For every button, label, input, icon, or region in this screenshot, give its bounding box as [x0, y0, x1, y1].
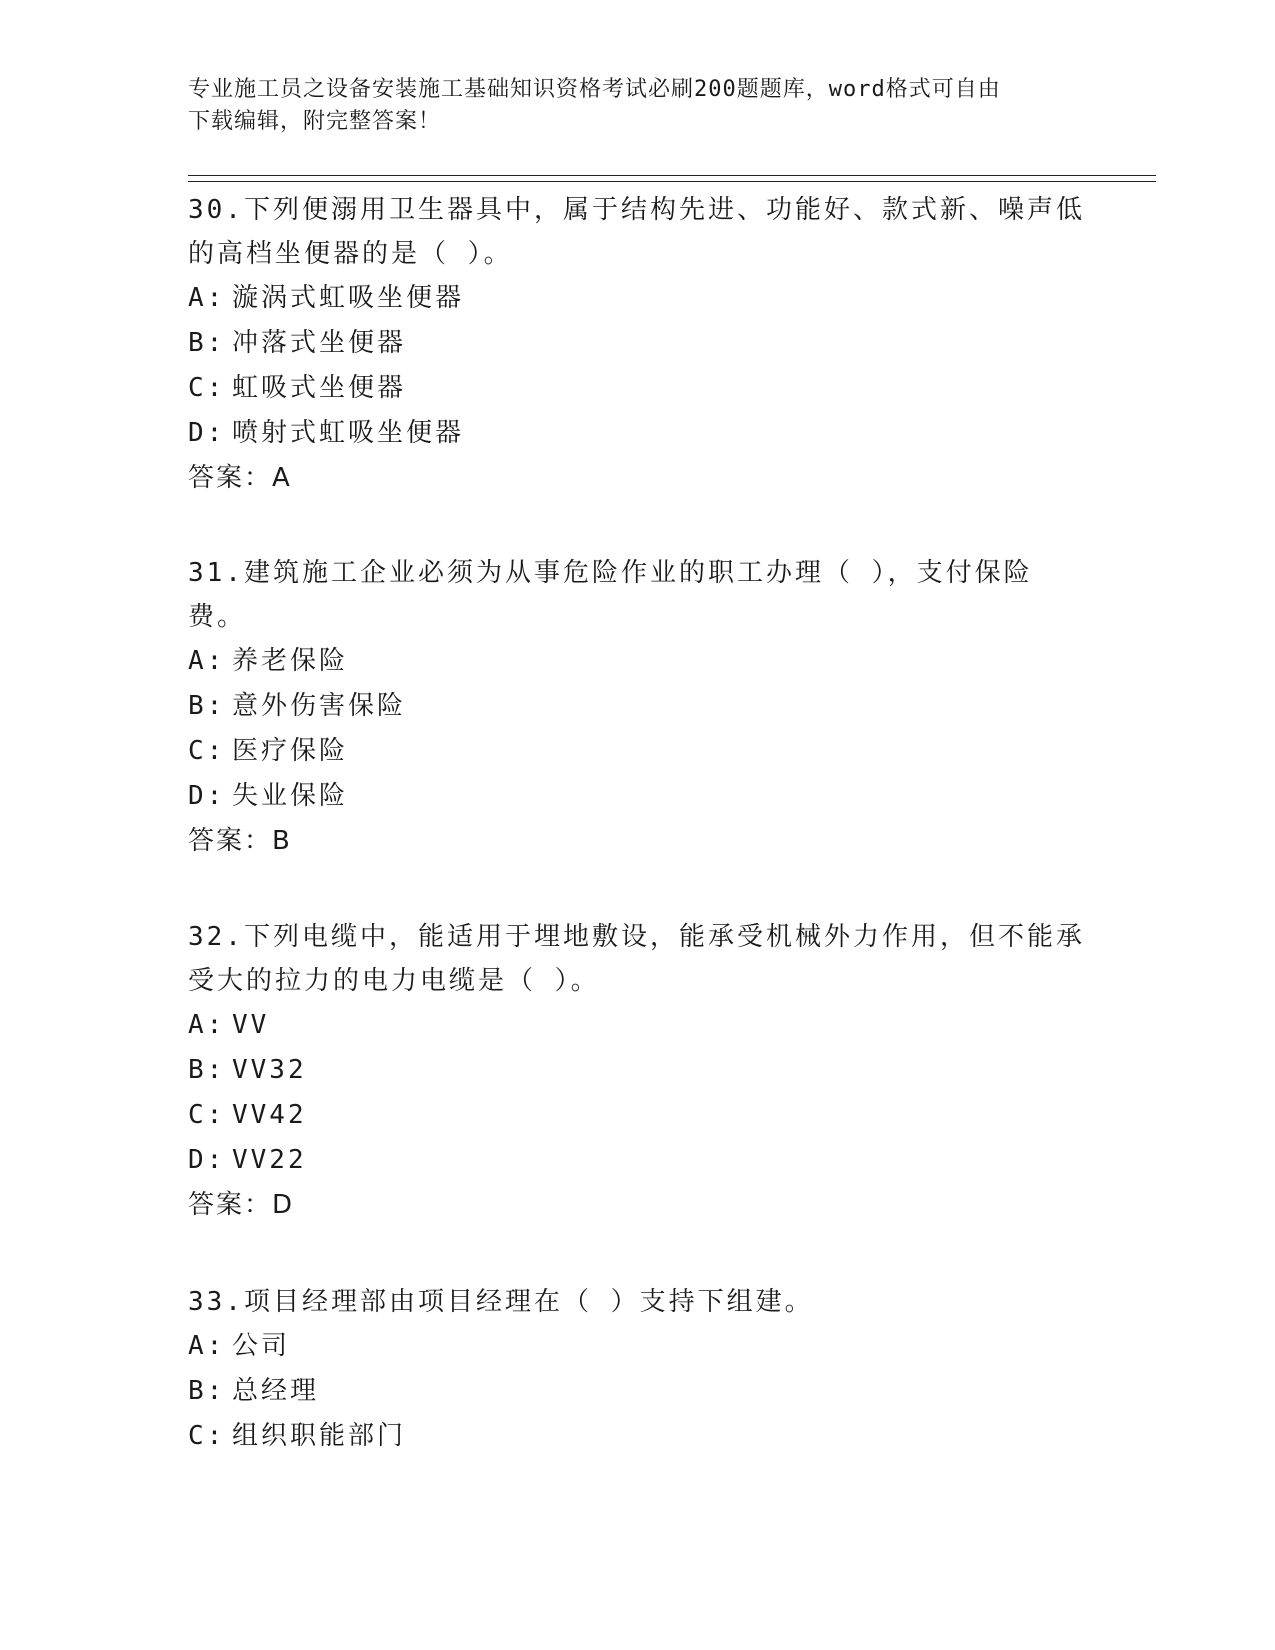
header-line-2: 下载编辑，附完整答案！	[188, 109, 442, 134]
option-letter: A:	[188, 646, 226, 676]
question-stem: 30.下列便溺用卫生器具中，属于结构先进、功能好、款式新、噪声低的高档坐便器的是（ ）。	[188, 195, 1085, 269]
option-text: 失业保险	[232, 781, 349, 811]
option-text: 漩涡式虹吸坐便器	[232, 283, 465, 313]
header-line-1: 专业施工员之设备安装施工基础知识资格考试必刷200题题库，word格式可自由	[188, 77, 1001, 102]
option-text: 喷射式虹吸坐便器	[232, 418, 465, 448]
question-30	[188, 188, 1088, 501]
option-text: 总经理	[232, 1376, 320, 1406]
option-letter: A:	[188, 283, 226, 313]
option-letter: B:	[188, 1376, 226, 1406]
option-d	[188, 1138, 1088, 1183]
option-letter: D:	[188, 418, 226, 448]
option-letter: C:	[188, 736, 226, 766]
option-letter: B:	[188, 328, 226, 358]
question-32	[188, 915, 1088, 1228]
option-letter: D:	[188, 1145, 226, 1175]
option-a	[188, 1324, 1088, 1369]
option-a	[188, 276, 1088, 321]
option-text: 养老保险	[232, 646, 349, 676]
option-c	[188, 1093, 1088, 1138]
option-letter: B:	[188, 691, 226, 721]
option-letter: B:	[188, 1055, 226, 1085]
option-d	[188, 774, 1088, 819]
option-d	[188, 411, 1088, 456]
option-c	[188, 366, 1088, 411]
answer-line: 答案：A	[188, 463, 292, 493]
document-header	[188, 74, 1068, 138]
option-letter: A:	[188, 1331, 226, 1361]
question-33	[188, 1280, 1088, 1459]
option-text: 意外伤害保险	[232, 691, 407, 721]
option-b	[188, 1048, 1088, 1093]
option-text: 医疗保险	[232, 736, 349, 766]
option-letter: D:	[188, 781, 226, 811]
option-b	[188, 684, 1088, 729]
option-text: VV32	[232, 1055, 307, 1085]
header-divider-bottom	[188, 181, 1156, 182]
question-stem: 32.下列电缆中，能适用于埋地敷设，能承受机械外力作用，但不能承受大的拉力的电力电缆是（ ）。	[188, 922, 1085, 996]
option-c	[188, 729, 1088, 774]
option-b	[188, 321, 1088, 366]
option-letter: C:	[188, 373, 226, 403]
option-a	[188, 1003, 1088, 1048]
option-b	[188, 1369, 1088, 1414]
option-text: 组织职能部门	[232, 1421, 407, 1451]
option-text: 公司	[232, 1331, 291, 1361]
option-letter: C:	[188, 1421, 226, 1451]
option-a	[188, 639, 1088, 684]
answer-line: 答案：D	[188, 1190, 295, 1220]
header-divider-top	[188, 175, 1156, 176]
option-letter: A:	[188, 1010, 226, 1040]
option-text: 虹吸式坐便器	[232, 373, 407, 403]
question-stem: 31.建筑施工企业必须为从事危险作业的职工办理（ ），支付保险费。	[188, 558, 1033, 632]
option-letter: C:	[188, 1100, 226, 1130]
option-text: 冲落式坐便器	[232, 328, 407, 358]
answer-line: 答案：B	[188, 826, 292, 856]
option-text: VV42	[232, 1100, 307, 1130]
option-text: VV	[232, 1010, 270, 1040]
question-31	[188, 551, 1088, 864]
option-c	[188, 1414, 1088, 1459]
question-stem: 33.项目经理部由项目经理在（ ）支持下组建。	[188, 1287, 814, 1317]
option-text: VV22	[232, 1145, 307, 1175]
